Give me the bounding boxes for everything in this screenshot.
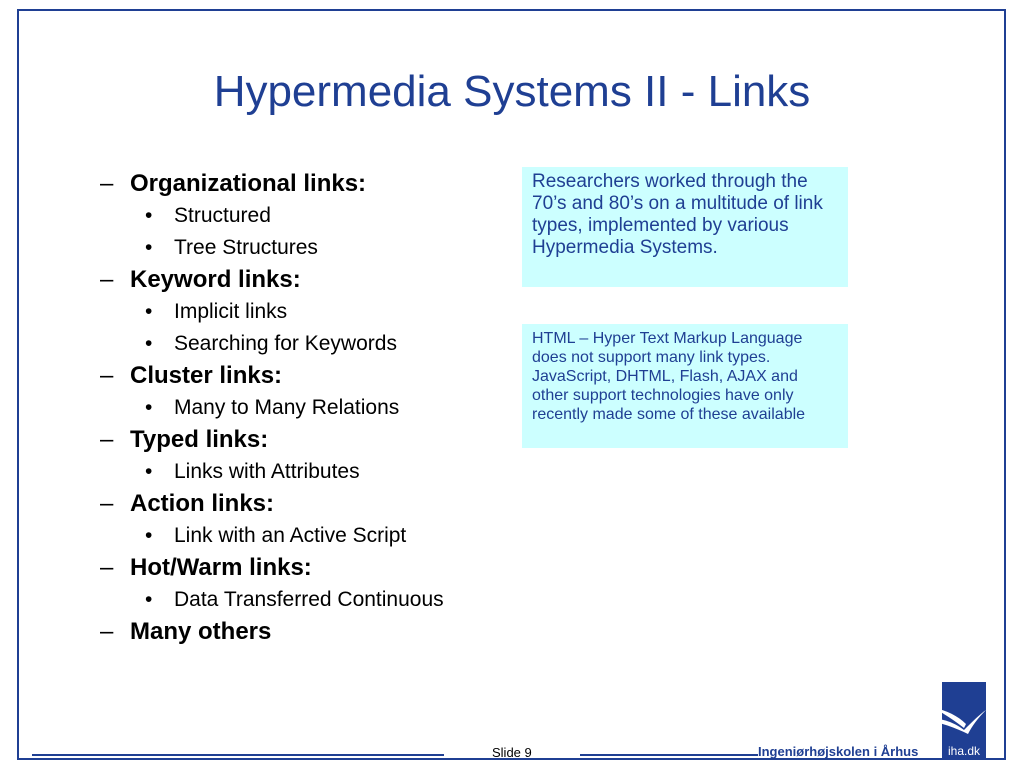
footer-rule-right [580, 754, 758, 756]
list-item [100, 200, 520, 232]
outline-item [100, 552, 520, 616]
sub-list [100, 296, 520, 360]
outline-heading-label: Many others [130, 618, 272, 645]
outline-heading [100, 168, 520, 200]
footer-rule-left [32, 754, 444, 756]
outline-heading-label: Organizational links: [130, 170, 367, 197]
bullet-marker: • [145, 300, 153, 323]
outline-heading [100, 488, 520, 520]
slide-title: Hypermedia Systems II - Links [213, 67, 811, 116]
list-item [100, 392, 520, 424]
list-item-label: Data Transferred Continuous [174, 588, 444, 611]
dash-marker: – [100, 426, 114, 453]
list-item-label: Link with an Active Script [174, 524, 407, 547]
bullet-marker: • [145, 236, 153, 259]
logo-text: iha.dk [947, 744, 981, 758]
outline-heading-label: Hot/Warm links: [130, 554, 312, 581]
dash-marker: – [100, 618, 114, 645]
list-item-label: Implicit links [174, 300, 288, 323]
html-note-box: HTML – Hyper Text Markup Language does not support many link types. JavaScript, DHTML, Flash, AJAX and other support technologies have only recently made some of these available [522, 324, 848, 448]
sub-list [100, 584, 520, 616]
outline-item [100, 488, 520, 552]
sub-list [100, 392, 520, 424]
dash-marker: – [100, 554, 114, 581]
outline-item [100, 616, 520, 648]
list-item-label: Structured [174, 204, 271, 227]
link-types-outline [100, 168, 520, 648]
bullet-marker: • [145, 524, 153, 547]
list-item-label: Searching for Keywords [174, 332, 397, 355]
organization-name: Ingeniørhøjskolen i Århus [758, 744, 919, 759]
sub-list [100, 200, 520, 264]
outline-heading-label: Typed links: [130, 426, 269, 453]
dash-marker: – [100, 490, 114, 517]
outline-heading-label: Cluster links: [130, 362, 283, 389]
list-item [100, 520, 520, 552]
bullet-marker: • [145, 204, 153, 227]
outline-heading [100, 616, 520, 648]
outline-heading-label: Action links: [130, 490, 275, 517]
dash-marker: – [100, 170, 114, 197]
list-item-label: Many to Many Relations [174, 396, 400, 419]
bullet-marker: • [145, 588, 153, 611]
outline-item [100, 360, 520, 424]
list-item [100, 296, 520, 328]
outline-item [100, 424, 520, 488]
outline-heading [100, 360, 520, 392]
list-item [100, 328, 520, 360]
list-item-label: Tree Structures [174, 236, 318, 259]
bullet-marker: • [145, 460, 153, 483]
outline-item [100, 168, 520, 264]
outline-item [100, 264, 520, 360]
sub-list [100, 456, 520, 488]
outline-heading [100, 552, 520, 584]
list-item [100, 232, 520, 264]
outline-heading [100, 424, 520, 456]
list-item [100, 584, 520, 616]
research-note-box: Researchers worked through the 70’s and 80’s on a multitude of link types, implemented by various Hypermedia Systems. [522, 167, 848, 287]
iha-logo [924, 682, 986, 760]
bullet-marker: • [145, 396, 153, 419]
outline-heading [100, 264, 520, 296]
dash-marker: – [100, 266, 114, 293]
list-item-label: Links with Attributes [174, 460, 360, 483]
bullet-marker: • [145, 332, 153, 355]
outline-heading-label: Keyword links: [130, 266, 301, 293]
sub-list [100, 520, 520, 552]
slide-number: Slide 9 [492, 745, 532, 760]
list-item [100, 456, 520, 488]
dash-marker: – [100, 362, 114, 389]
